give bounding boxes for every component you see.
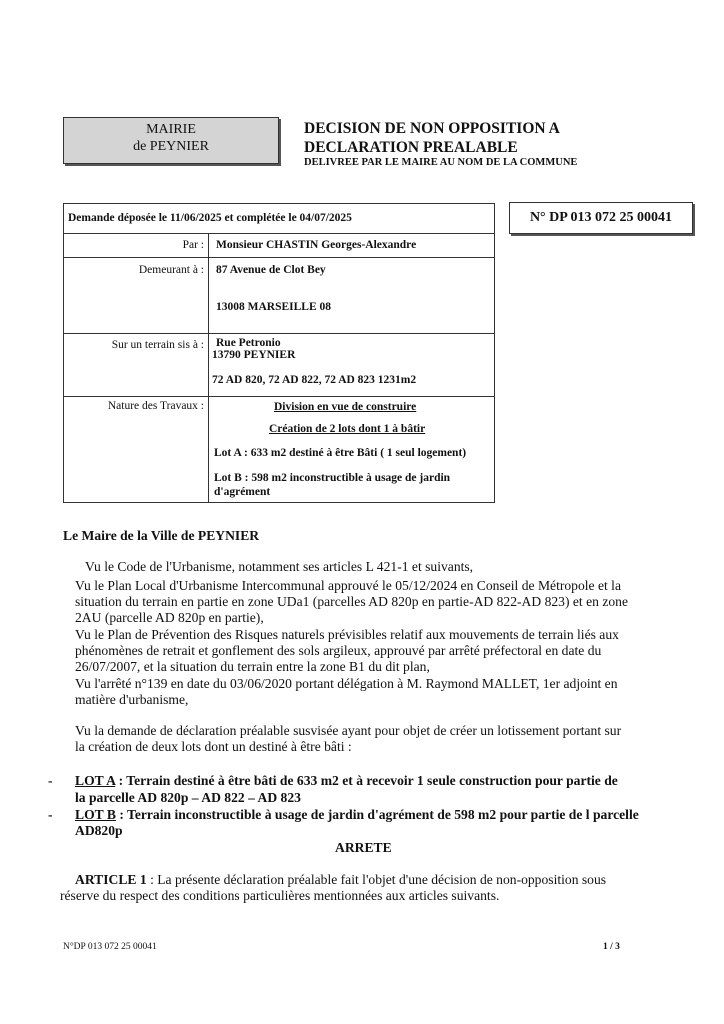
- mairie-box: [63, 117, 279, 164]
- request-table: [63, 203, 495, 503]
- terrain-street: Rue Petronio: [216, 337, 281, 349]
- visa-pprn-line3: 26/07/2007, et la situation du terrain entre la zone B1 du dit plan,: [75, 659, 430, 674]
- request-dates: Demande déposée le 11/06/2025 et complétée le 04/07/2025: [68, 212, 352, 224]
- works-lot-a: Lot A : 633 m2 destiné à être Bâti ( 1 seul logement): [214, 447, 467, 459]
- address-city: 13008 MARSEILLE 08: [216, 301, 332, 313]
- article-1-line2: réserve du respect des conditions particulières mentionnées aux articles suivants.: [60, 888, 500, 903]
- lot-a-line2: la parcelle AD 820p – AD 822 – AD 823: [75, 790, 301, 805]
- bullet-dash: -: [48, 807, 53, 822]
- lot-a-paragraph: [75, 773, 618, 789]
- works-lots: Création de 2 lots dont 1 à bâtir: [269, 423, 426, 435]
- visa-arrete: Vu l'arrêté n°139 en date du 03/06/2020 portant délégation à M. Raymond MALLET, 1er adjoint en: [75, 676, 618, 691]
- visa-demande: Vu la demande de déclaration préalable susvisée ayant pour objet de créer un lotissement portant sur: [75, 723, 622, 738]
- terrain-label: Sur un terrain sis à :: [111, 339, 204, 351]
- maire-heading: Le Maire de la Ville de PEYNIER: [63, 528, 260, 543]
- page-number: 1 / 3: [603, 942, 620, 952]
- visa-code-urbanisme: Vu le Code de l'Urbanisme, notamment ses articles L 421-1 et suivants,: [85, 559, 474, 574]
- article-1-label: ARTICLE 1: [75, 872, 147, 887]
- document-subtitle: DELIVREE PAR LE MAIRE AU NOM DE LA COMMUNE: [304, 157, 578, 168]
- lot-b-line2: AD820p: [75, 823, 123, 838]
- visa-arrete-line2: matière d'urbanisme,: [75, 692, 189, 707]
- document-title: DECISION DE NON OPPOSITION A: [304, 120, 560, 137]
- document-title-line2: DECLARATION PREALABLE: [304, 139, 518, 156]
- footer-reference: N°DP 013 072 25 00041: [63, 942, 157, 952]
- terrain-city: 13790 PEYNIER: [212, 349, 296, 361]
- arrete-heading: ARRETE: [335, 840, 392, 855]
- lot-b-text: : Terrain inconstructible à usage de jardin d'agrément de 598 m2 pour partie de l parcelle: [115, 807, 639, 822]
- bullet-dash: -: [48, 773, 53, 788]
- lot-a-text: : Terrain destiné à être bâti de 633 m2 et à recevoir 1 seule construction pour partie de: [115, 773, 618, 788]
- works-lot-b: Lot B : 598 m2 inconstructible à usage de jardin: [214, 472, 451, 484]
- lot-a-label: LOT A: [75, 773, 116, 788]
- address-street: 87 Avenue de Clot Bey: [216, 264, 326, 276]
- visa-plui: Vu le Plan Local d'Urbanisme Intercommunal approuvé le 05/12/2024 en Conseil de Métropole et la: [75, 578, 621, 593]
- works-lot-b-line2: d'agrément: [214, 486, 271, 498]
- mairie-label: MAIRIE: [146, 122, 196, 137]
- visa-pprn-line2: phénomènes de retrait et gonflement des sols argileux, approuvé par arrêté préfectoral en date du: [75, 643, 602, 658]
- commune-label: de PEYNIER: [133, 139, 209, 154]
- article-1: [75, 872, 606, 888]
- visa-demande-line2: la création de deux lots dont un destiné à être bâti :: [75, 739, 352, 754]
- visa-pprn: Vu le Plan de Prévention des Risques naturels prévisibles relatif aux mouvements de terrain liés aux: [75, 627, 619, 642]
- visa-plui-line3: 2AU (parcelle AD 820p en partie),: [75, 610, 264, 625]
- works-label: Nature des Travaux :: [107, 400, 204, 412]
- address-label: Demeurant à :: [138, 264, 204, 276]
- applicant-name: Monsieur CHASTIN Georges-Alexandre: [216, 239, 417, 251]
- terrain-parcels: 72 AD 820, 72 AD 822, 72 AD 823 1231m2: [212, 374, 417, 386]
- works-type: Division en vue de construire: [274, 401, 417, 413]
- dossier-number: N° DP 013 072 25 00041: [509, 202, 693, 234]
- article-1-text: : La présente déclaration préalable fait l'objet d'une décision de non-opposition sous: [146, 872, 607, 887]
- visa-plui-line2: situation du terrain en partie en zone UDa1 (parcelles AD 820p en partie-AD 822-AD 823) et en zone: [75, 594, 628, 609]
- applicant-label: Par :: [182, 239, 204, 251]
- lot-b-paragraph: [75, 807, 639, 823]
- lot-b-label: LOT B: [75, 807, 116, 822]
